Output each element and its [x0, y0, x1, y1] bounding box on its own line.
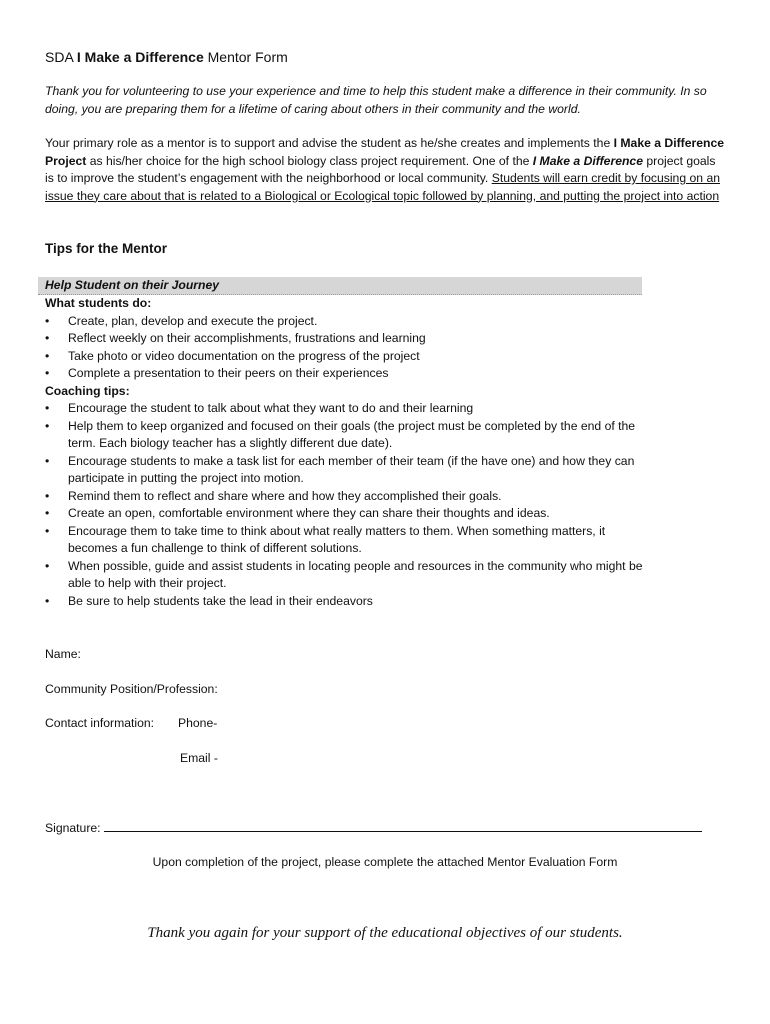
section-bar [38, 277, 642, 295]
tips-lists [45, 295, 725, 610]
role-bold-2: I Make a Difference [532, 153, 643, 168]
role-text-2: as his/her choice for the high school biology class project requirement. One of the [86, 153, 533, 168]
list-item: • Be sure to help students take the lead in their endeavors [45, 593, 658, 611]
list-item: • Reflect weekly on their accomplishments, frustrations and learning [45, 330, 658, 348]
signature-line[interactable] [104, 819, 702, 832]
email-field-label[interactable]: Email - [180, 751, 218, 765]
role-bold-1: I Make a Difference Project [45, 136, 725, 168]
students-heading: What students do: [45, 296, 152, 310]
list-item: • Encourage them to take time to think about what really matters to them. When something matters, it becomes a fun challenge to think of different solutions. [45, 523, 658, 558]
signature-label: Signature: [45, 821, 104, 835]
role-text-1: Your primary role as a mentor is to support and advise the student as he/she creates and implements the [45, 136, 614, 150]
students-list [45, 313, 725, 383]
title-bold: I Make a Difference [76, 49, 204, 65]
form-title [45, 48, 725, 66]
role-text-3: project goals is to improve the student’s engagement with the neighborhood or local community. [45, 153, 716, 185]
section-label: Help Student on their Journey [45, 278, 220, 292]
list-item: • Complete a presentation to their peers on their experiences [45, 365, 658, 383]
list-item: • Remind them to reflect and share where and how they accomplished their goals. [45, 488, 658, 506]
tips-heading: Tips for the Mentor [45, 241, 168, 256]
intro-paragraph: Thank you for volunteering to use your experience and time to help this student make a difference in their community. In so doing, you are preparing them for a lifetime of caring about others in their community and the world. [45, 84, 707, 116]
list-item: • Help them to keep organized and focused on their goals (the project must be completed by the end of the term. Each biology teacher has a slightly different due date). [45, 418, 658, 453]
list-item: • When possible, guide and assist students in locating people and resources in the community who might be able to help with their project. [45, 558, 658, 593]
list-item: • Create, plan, develop and execute the project. [45, 313, 658, 331]
list-item: • Create an open, comfortable environment where they can share their thoughts and ideas. [45, 505, 658, 523]
phone-field-label[interactable]: Phone- [178, 716, 218, 730]
list-item: • Encourage students to make a task list for each member of their team (if the have one) and how they can participate in putting the project into motion. [45, 453, 658, 488]
title-prefix: SDA [45, 49, 77, 65]
completion-note: Upon completion of the project, please complete the attached Mentor Evaluation Form [152, 855, 618, 869]
contact-field-label: Contact information: [45, 716, 155, 730]
role-paragraph [45, 135, 725, 205]
role-underlined: Students will earn credit by focusing on an issue they care about that is related to a Biological or Ecological topic followed by planning, and putting the project into action [45, 171, 720, 203]
position-field-label[interactable]: Community Position/Profession: [45, 682, 218, 696]
list-item: • Encourage the student to talk about what they want to do and their learning [45, 400, 658, 418]
list-item: • Take photo or video documentation on the progress of the project [45, 348, 658, 366]
signature-field[interactable] [45, 819, 702, 838]
title-suffix: Mentor Form [203, 49, 288, 65]
coaching-heading: Coaching tips: [45, 383, 130, 398]
coaching-list [45, 400, 725, 610]
name-field-label[interactable]: Name: [45, 647, 81, 661]
closing-thanks: Thank you again for your support of the educational objectives of our students. [147, 925, 623, 941]
